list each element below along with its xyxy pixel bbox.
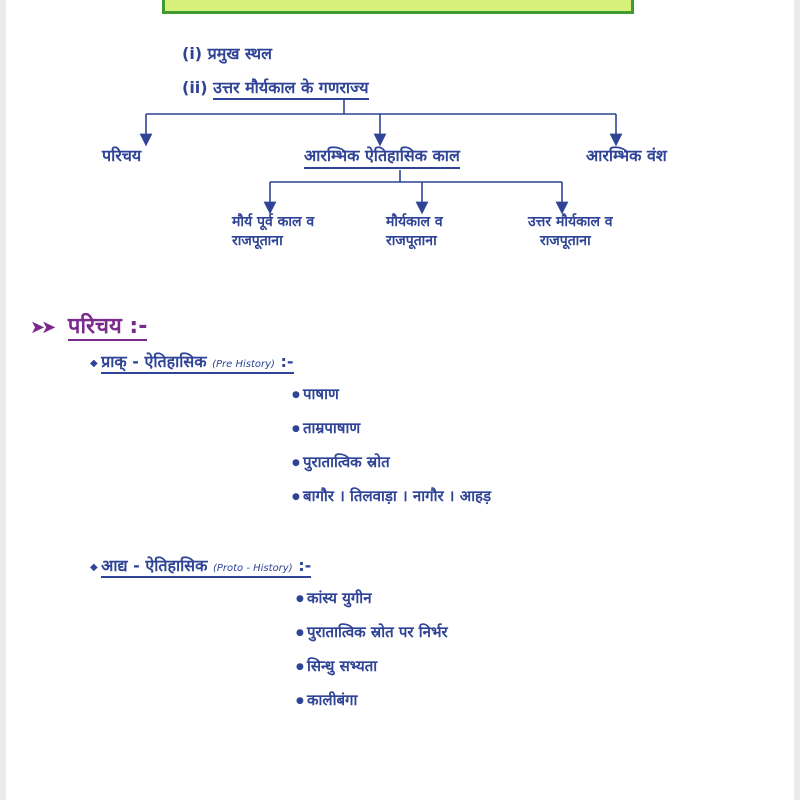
tree-node-early-history: आरम्भिक ऐतिहासिक काल: [304, 144, 460, 169]
double-chevron-icon: ➤➤: [30, 317, 53, 338]
proto-history-suffix: :-: [298, 556, 312, 575]
tree-node-early-dynasty: आरम्भिक वंश: [586, 146, 667, 165]
top-item-1: (i) प्रमुख स्थल: [182, 44, 272, 63]
pre-history-en: (Pre History): [212, 359, 275, 370]
proto-history-point: ● पुरातात्विक स्रोत पर निर्भर: [296, 622, 448, 642]
top-item-2-label: उत्तर मौर्यकाल के गणराज्य: [213, 78, 368, 100]
tree-node-pre-maurya-line2: राजपूताना: [232, 233, 283, 249]
tree-node-post-maurya: [528, 212, 613, 250]
pre-history-point: ● बागौर । तिलवाड़ा । नागौर । आहड़: [292, 486, 491, 506]
proto-history-heading: [90, 554, 311, 576]
tree-node-maurya-line1: मौर्यकाल व: [386, 214, 443, 230]
tree-node-intro: परिचय: [102, 146, 142, 165]
tree-node-post-maurya-line2: राजपूताना: [540, 233, 591, 249]
intro-heading-label: परिचय :-: [67, 314, 148, 339]
top-item-2-number: (ii): [182, 78, 208, 97]
proto-history-point: ● कालीबंगा: [296, 690, 357, 710]
proto-history-point: ● सिन्धु सभ्यता: [296, 656, 377, 676]
pre-history-suffix: :-: [280, 352, 294, 371]
tree-node-pre-maurya: [232, 212, 314, 250]
proto-history-point: ● कांस्य युगीन: [296, 588, 372, 608]
proto-history-en: (Proto - History): [212, 563, 293, 574]
pre-history-label: प्राक् - ऐतिहासिक: [101, 352, 207, 371]
page: [6, 0, 794, 800]
tree-node-pre-maurya-line1: मौर्य पूर्व काल व: [232, 214, 315, 230]
proto-history-label: आद्य - ऐतिहासिक: [101, 556, 208, 575]
pre-history-heading-text: [101, 352, 293, 374]
proto-history-heading-text: [101, 556, 311, 578]
tree-node-maurya-line2: राजपूताना: [386, 233, 437, 249]
tree-node-maurya: [386, 212, 443, 250]
intro-heading: [30, 310, 147, 340]
pre-history-point: ● ताम्रपाषाण: [292, 418, 360, 438]
pre-history-heading: [90, 350, 294, 372]
tree-node-post-maurya-line1: उत्तर मौर्यकाल व: [528, 214, 613, 230]
pre-history-point: ● पुरातात्विक स्रोत: [292, 452, 390, 472]
pre-history-point: ● पाषाण: [292, 384, 339, 404]
